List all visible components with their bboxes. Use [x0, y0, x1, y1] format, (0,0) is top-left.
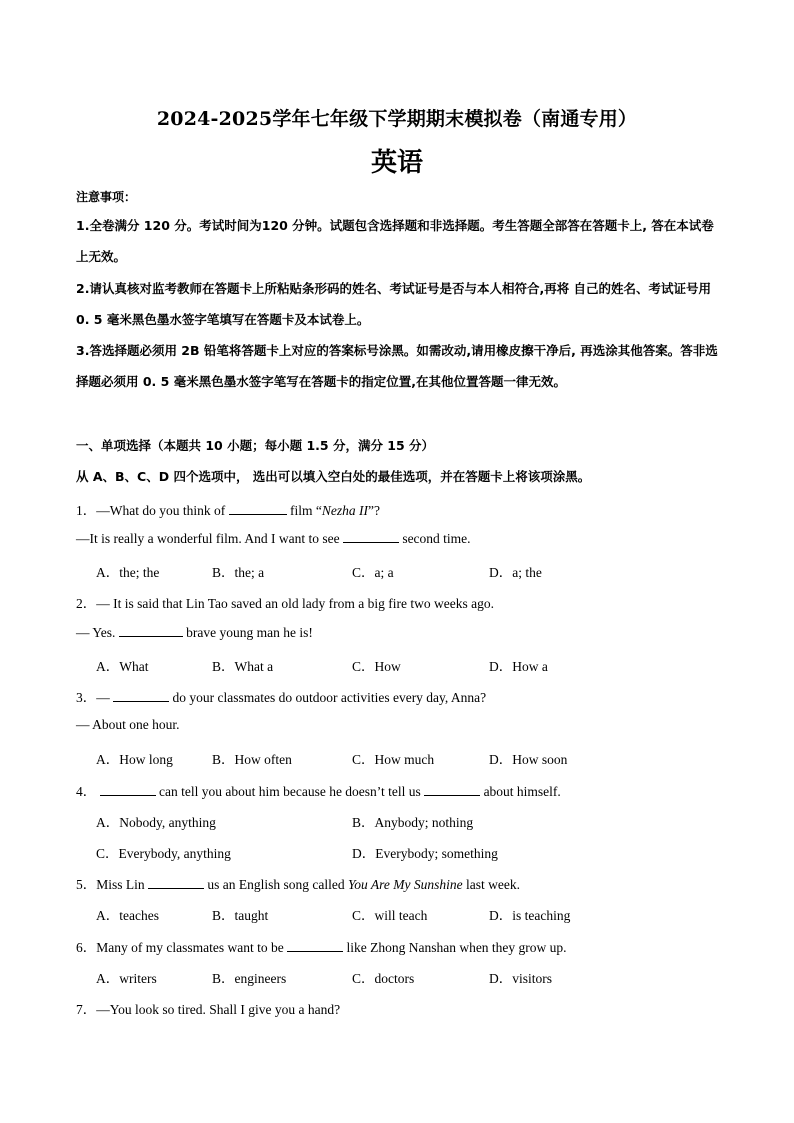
note-item-3: 3.答选择题必须用 2B 铅笔将答题卡上对应的答案标号涂黑。如需改动,请用橡皮擦干净后, 再选涂其他答案。答非选择题必须用 0. 5 毫米黑色墨水签字笔写在答题卡的指定位置,在其他位置答题一律无效。 [76, 343, 718, 389]
answer-blank [113, 689, 169, 702]
option-a[interactable]: A．the; the [96, 565, 160, 580]
question-text: ”? [367, 503, 380, 518]
answer-blank [229, 502, 287, 515]
question-text: do your classmates do outdoor activities every day, Anna? [172, 690, 487, 705]
option-b[interactable]: B．What a [212, 659, 274, 674]
answer-blank [148, 876, 204, 889]
question-text: last week. [466, 877, 520, 892]
option-b[interactable]: B．taught [212, 908, 269, 923]
question-2 [76, 592, 494, 612]
option-d[interactable]: D．How a [489, 659, 548, 674]
question-text: about himself. [483, 784, 561, 799]
option-b[interactable]: B．the; a [212, 565, 265, 580]
question-text: us an English song called [207, 877, 345, 892]
question-text: 3．— [76, 690, 110, 705]
option-c[interactable]: C．How [352, 659, 401, 674]
question-1-line-2 [76, 530, 471, 547]
question-4 [76, 780, 561, 800]
option-d[interactable]: D．is teaching [489, 908, 571, 923]
option-c[interactable]: C．doctors [352, 971, 415, 986]
answer-blank [287, 939, 343, 952]
question-text: 6．Many of my classmates want to be [76, 940, 284, 955]
option-c[interactable]: C．How much [352, 752, 435, 767]
question-text: like Zhong Nanshan when they grow up. [346, 940, 567, 955]
subject-title: 英语 [370, 148, 423, 178]
note-item-2: 2.请认真核对监考教师在答题卡上所粘贴条形码的姓名、考试证号是否与本人相符合,再将 自己的姓名、考试证号用 0. 5 毫米黑色墨水签字笔填写在答题卡及本试卷上。 [76, 281, 712, 327]
option-a[interactable]: A．writers [96, 971, 157, 986]
option-b[interactable]: B．engineers [212, 971, 287, 986]
question-text: 2．— It is said that Lin Tao saved an old lady from a big fire two weeks ago. [76, 596, 494, 611]
option-c[interactable]: C．will teach [352, 908, 428, 923]
song-title: You Are My Sunshine [348, 877, 463, 892]
option-a[interactable]: A．teaches [96, 908, 159, 923]
question-text: can tell you about him because he doesn’t tell us [159, 784, 421, 799]
answer-blank [424, 783, 480, 796]
option-a[interactable]: A．How long [96, 752, 173, 767]
option-c[interactable]: C．Everybody, anything [96, 846, 231, 861]
question-6 [76, 936, 567, 956]
option-b[interactable]: B．How often [212, 752, 292, 767]
question-text: — Yes. [76, 625, 116, 640]
question-7 [76, 998, 340, 1018]
answer-blank [343, 530, 399, 543]
option-c[interactable]: C．a; a [352, 565, 394, 580]
notes-heading: 注意事项： [76, 190, 137, 204]
option-a[interactable]: A．Nobody, anything [96, 815, 216, 830]
question-3 [76, 686, 486, 706]
section-instruction: 从 A、B、C、D 四个选项中， 选出可以填入空白处的最佳选项，并在答题卡上将该项涂黑。 [76, 469, 591, 484]
question-text: —It is really a wonderful film. And I want to see [76, 531, 340, 546]
option-a[interactable]: A．What [96, 659, 149, 674]
question-text: film “ [289, 503, 322, 518]
section-heading: 一、单项选择（本题共 10 小题；每小题 1.5 分，满分 15 分） [76, 438, 435, 453]
question-text: — About one hour. [76, 717, 180, 732]
question-text: 7．—You look so tired. Shall I give you a hand? [76, 1002, 341, 1017]
question-text: brave young man he is! [186, 625, 313, 640]
question-2-line-2 [76, 624, 313, 641]
option-d[interactable]: D．Everybody; something [352, 846, 498, 861]
film-title: Nezha II [321, 503, 368, 518]
option-d[interactable]: D．a; the [489, 565, 542, 580]
answer-blank [119, 624, 183, 637]
answer-blank [100, 783, 156, 796]
option-d[interactable]: D．visitors [489, 971, 553, 986]
option-b[interactable]: B．Anybody; nothing [352, 815, 474, 830]
note-item-1: 1.全卷满分 120 分。考试时间为120 分钟。试题包含选择题和非选择题。考生答题全部答在答题卡上, 答在本试卷上无效。 [76, 218, 714, 264]
question-3-line-2 [76, 717, 180, 733]
question-text: 4． [76, 784, 97, 799]
question-1 [76, 499, 380, 519]
option-d[interactable]: D．How soon [489, 752, 568, 767]
question-text: second time. [402, 531, 471, 546]
question-5 [76, 873, 520, 893]
exam-title: 2024-2025学年七年级下学期期末模拟卷（南通专用） [156, 108, 638, 130]
question-text: 1．—What do you think of [76, 503, 226, 518]
question-text: 5．Miss Lin [76, 877, 145, 892]
